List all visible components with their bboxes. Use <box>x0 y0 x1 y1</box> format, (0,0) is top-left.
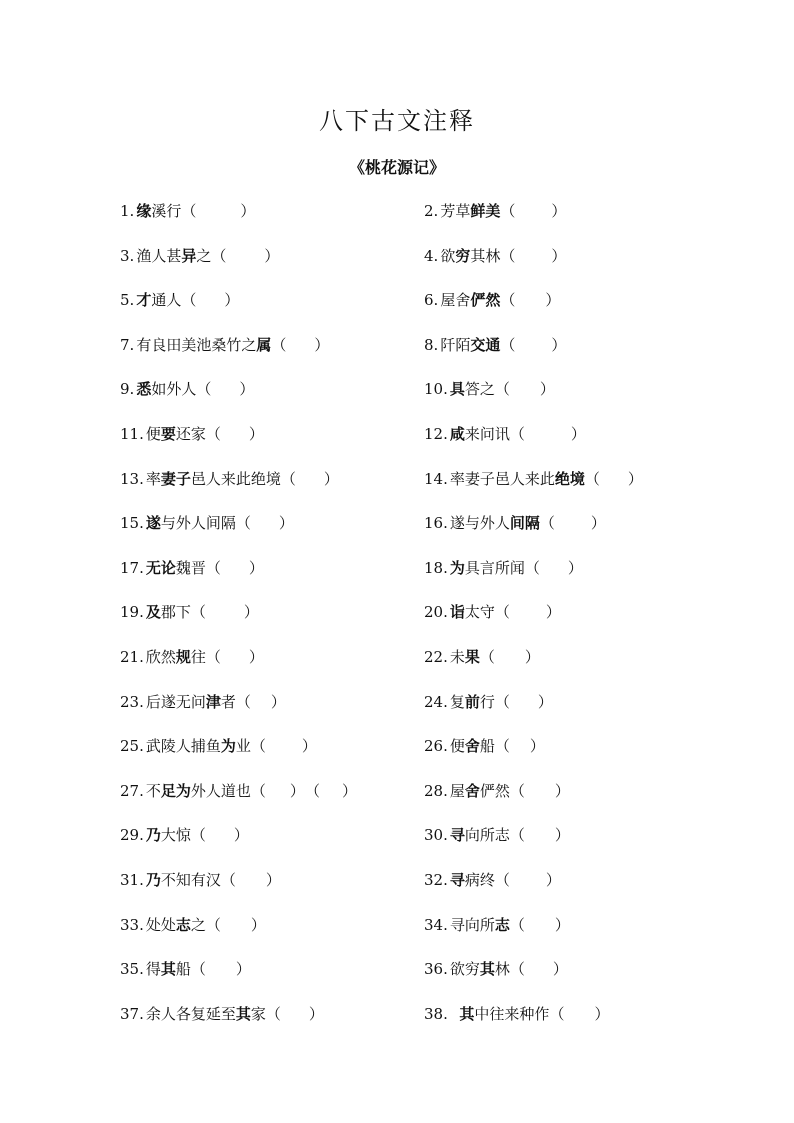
exercise-item <box>424 468 643 490</box>
sentence-text: 后遂无问 <box>145 692 206 711</box>
exercise-item <box>120 423 264 445</box>
item-number: 7. <box>120 335 135 354</box>
exercise-item <box>120 691 286 713</box>
exercise-row <box>0 958 794 1003</box>
sentence-text: 具言所闻 <box>464 558 525 577</box>
exercise-item <box>120 601 259 623</box>
key-word: 无论 <box>145 558 176 577</box>
exercise-item <box>424 245 566 267</box>
answer-blank-open: （ <box>500 202 516 220</box>
item-number: 20. <box>424 603 448 622</box>
exercise-item <box>120 780 357 802</box>
item-number: 5. <box>120 291 135 310</box>
answer-blank-close: ） <box>551 246 567 265</box>
exercise-item <box>120 289 239 311</box>
sentence-text: 之 <box>190 915 206 934</box>
sentence-text: 渔人甚 <box>136 246 182 265</box>
sentence-text: 来问讯 <box>464 424 510 443</box>
sentence-text: 林 <box>494 960 510 979</box>
sentence-text: 答之 <box>464 380 495 399</box>
item-number: 24. <box>424 692 448 711</box>
exercise-item <box>424 512 606 534</box>
exercise-item <box>120 646 264 668</box>
sentence-text: 与外人间隔 <box>160 514 236 533</box>
item-number: 13. <box>120 469 144 488</box>
answer-blank-open: （ <box>271 335 287 354</box>
exercise-row <box>0 512 794 557</box>
answer-blank-open: （ <box>479 647 495 666</box>
item-number: 21. <box>120 647 144 666</box>
answer-blank-open: （ <box>549 1004 565 1023</box>
key-word: 为 <box>220 737 236 756</box>
sentence-text: 不 <box>145 781 161 800</box>
key-word: 才 <box>136 291 152 310</box>
answer-blank-close: ） <box>265 870 281 889</box>
key-word: 其 <box>459 1004 475 1023</box>
item-number: 17. <box>120 558 144 577</box>
answer-blank-open: （ <box>494 380 510 399</box>
exercise-item <box>424 914 570 936</box>
item-number: 16. <box>424 514 448 533</box>
exercise-item <box>424 378 555 400</box>
exercise-item <box>120 200 255 222</box>
answer-blank-open: （ <box>539 514 555 533</box>
answer-blank-close: ） <box>314 335 330 354</box>
exercise-row <box>0 200 794 245</box>
key-word: 异 <box>181 246 197 265</box>
exercise-item <box>120 512 294 534</box>
answer-blank-close: ） <box>627 469 643 488</box>
exercise-item <box>424 780 570 802</box>
sentence-text: 欣然 <box>145 647 176 666</box>
exercise-row <box>0 245 794 290</box>
answer-blank-open: （ <box>494 737 510 756</box>
item-number: 33. <box>120 915 144 934</box>
sentence-text <box>450 1005 460 1023</box>
answer-blank-close: ） <box>590 514 606 533</box>
sentence-text: 寻向所 <box>449 915 495 934</box>
answer-blank-open: （ <box>205 915 221 934</box>
answer-blank-open: （ <box>190 960 206 979</box>
sentence-text: 向所志 <box>464 826 510 845</box>
answer-blank-open: （ <box>584 469 600 488</box>
exercise-item <box>424 289 560 311</box>
sentence-text: 业 <box>235 737 251 756</box>
answer-blank-close: ） <box>248 558 264 577</box>
sentence-text: 郡下 <box>160 603 191 622</box>
key-word: 足为 <box>160 781 191 800</box>
answer-blank-close: ） <box>248 647 264 666</box>
item-number: 31. <box>120 870 144 889</box>
item-number: 18. <box>424 558 448 577</box>
exercise-item <box>120 557 264 579</box>
key-word: 穷 <box>455 246 471 265</box>
key-word: 志 <box>175 915 191 934</box>
exercise-item <box>120 378 254 400</box>
item-number: 11. <box>120 424 144 443</box>
key-word: 其 <box>479 960 495 979</box>
answer-blank-open: （ <box>181 202 197 220</box>
answer-blank-open: （ <box>509 826 525 845</box>
item-number: 28. <box>424 781 448 800</box>
item-number: 38. <box>424 1004 448 1023</box>
sentence-text: 者 <box>220 692 236 711</box>
item-number: 2. <box>424 202 439 220</box>
answer-blank-close: ） <box>551 335 567 354</box>
item-number: 1. <box>120 202 135 220</box>
answer-blank-close: ） <box>554 915 570 934</box>
item-number: 4. <box>424 246 439 265</box>
sentence-text: 遂与外人 <box>449 514 510 533</box>
answer-blank-close: ） <box>570 424 586 443</box>
sentence-text: 船 <box>479 737 495 756</box>
key-word: 属 <box>256 335 272 354</box>
sentence-text: 船 <box>175 960 191 979</box>
sentence-text: 之 <box>196 246 212 265</box>
answer-blank-open: （ <box>494 603 510 622</box>
exercise-item <box>424 557 583 579</box>
key-word: 缘 <box>136 202 152 220</box>
answer-blank-close: ） <box>551 202 567 220</box>
answer-blank-close: ） <box>278 514 294 533</box>
key-word: 舍 <box>464 781 480 800</box>
answer-blank-close: ） <box>545 870 561 889</box>
key-word: 具 <box>449 380 465 399</box>
answer-blank-open: （ <box>205 647 221 666</box>
exercise-item <box>424 423 586 445</box>
sentence-text: 率 <box>145 469 161 488</box>
exercise-item <box>120 914 266 936</box>
key-word: 志 <box>494 915 510 934</box>
sentence-text: 便 <box>449 737 465 756</box>
sentence-text: 屋 <box>449 781 465 800</box>
answer-blank-close: ） <box>224 291 240 310</box>
key-word: 交通 <box>470 335 501 354</box>
answer-blank-close: ） <box>529 737 545 756</box>
sentence-text: 病终 <box>464 870 495 889</box>
exercise-row <box>0 780 794 825</box>
sentence-text: 复 <box>449 692 465 711</box>
exercise-row <box>0 289 794 334</box>
item-number: 23. <box>120 692 144 711</box>
answer-blank-close: ） <box>594 1004 610 1023</box>
answer-blank-close: ） <box>301 737 317 756</box>
sentence-text: 处处 <box>145 915 176 934</box>
answer-blank-open: （ <box>235 514 251 533</box>
exercise-item <box>120 958 251 980</box>
key-word: 舍 <box>464 737 480 756</box>
item-number: 3. <box>120 246 135 265</box>
exercise-item <box>120 735 317 757</box>
exercise-item <box>424 601 561 623</box>
answer-blank-close: ） <box>545 291 561 310</box>
answer-blank-open: （ <box>500 335 516 354</box>
exercise-item <box>120 824 249 846</box>
key-word: 俨然 <box>470 291 501 310</box>
key-word: 前 <box>464 692 480 711</box>
key-word: 津 <box>205 692 221 711</box>
answer-blank-close: ） <box>323 469 339 488</box>
exercise-item <box>424 958 568 980</box>
answer-blank-close: ） <box>308 1004 324 1023</box>
answer-blank-close: ） <box>264 246 280 265</box>
answer-blank-open: （ <box>304 781 320 800</box>
exercise-row <box>0 646 794 691</box>
item-number: 22. <box>424 647 448 666</box>
item-number: 15. <box>120 514 144 533</box>
key-word: 寻 <box>449 870 465 889</box>
exercise-item <box>120 869 281 891</box>
key-word: 及 <box>145 603 161 622</box>
exercise-row <box>0 869 794 914</box>
item-number: 29. <box>120 826 144 845</box>
sentence-text: 魏晋 <box>175 558 206 577</box>
sentence-text: 中往来种作 <box>474 1004 550 1023</box>
exercise-row <box>0 423 794 468</box>
item-number: 10. <box>424 380 448 399</box>
exercise-item <box>120 468 339 490</box>
item-number: 19. <box>120 603 144 622</box>
sentence-text: 大惊 <box>160 826 191 845</box>
exercise-item <box>120 1003 324 1025</box>
answer-blank-open: （ <box>265 1004 281 1023</box>
sentence-text: 俨然 <box>479 781 510 800</box>
exercise-item <box>120 334 329 356</box>
answer-blank-open: （ <box>235 692 251 711</box>
exercise-row <box>0 557 794 602</box>
answer-blank-open: （ <box>509 960 525 979</box>
item-number: 35. <box>120 960 144 979</box>
key-word: 为 <box>449 558 465 577</box>
exercise-row <box>0 1003 794 1048</box>
answer-blank-open: （ <box>509 424 525 443</box>
sentence-text: 邑人来此绝境 <box>190 469 281 488</box>
answer-blank-open: （ <box>509 915 525 934</box>
exercise-row <box>0 914 794 959</box>
key-word: 咸 <box>449 424 465 443</box>
sentence-text: 便 <box>145 424 161 443</box>
key-word: 寻 <box>449 826 465 845</box>
answer-blank-open: （ <box>220 870 236 889</box>
item-number: 37. <box>120 1004 144 1023</box>
answer-blank-open: （ <box>280 469 296 488</box>
answer-blank-close: ） <box>240 202 256 220</box>
key-word: 悉 <box>136 380 152 399</box>
key-word: 鲜美 <box>470 202 501 220</box>
answer-blank-close: ） <box>537 692 553 711</box>
exercise-row <box>0 735 794 780</box>
exercise-row <box>0 691 794 736</box>
exercise-item <box>424 1003 609 1025</box>
exercise-row <box>0 378 794 423</box>
answer-blank-open: （ <box>190 603 206 622</box>
sentence-text: 武陵人捕鱼 <box>145 737 221 756</box>
sentence-text: 阡陌 <box>440 335 471 354</box>
sentence-text: 太守 <box>464 603 495 622</box>
item-number: 6. <box>424 291 439 310</box>
answer-blank-close: ） <box>239 380 255 399</box>
key-word: 妻子 <box>160 469 191 488</box>
sentence-text: 行 <box>479 692 495 711</box>
answer-blank-close: ） <box>552 960 568 979</box>
item-number: 36. <box>424 960 448 979</box>
answer-blank-open: （ <box>500 246 516 265</box>
key-word: 要 <box>160 424 176 443</box>
item-number: 12. <box>424 424 448 443</box>
answer-blank-open: （ <box>196 380 212 399</box>
item-number: 9. <box>120 380 135 399</box>
key-word: 其 <box>160 960 176 979</box>
sentence-text: 有良田美池桑竹之 <box>136 335 257 354</box>
exercise-row <box>0 824 794 869</box>
sentence-text: 家 <box>250 1004 266 1023</box>
answer-blank-close: ） <box>248 424 264 443</box>
sentence-text: 还家 <box>175 424 206 443</box>
answer-blank-open: （ <box>494 692 510 711</box>
answer-blank-close: ） <box>545 603 561 622</box>
sentence-text: 芳草 <box>440 202 471 220</box>
item-number: 32. <box>424 870 448 889</box>
answer-blank-open: （ <box>205 558 221 577</box>
answer-blank-close: ） <box>270 692 286 711</box>
answer-blank-close: ） <box>235 960 251 979</box>
key-word: 绝境 <box>554 469 585 488</box>
item-number: 26. <box>424 737 448 756</box>
item-number: 14. <box>424 469 448 488</box>
item-number: 30. <box>424 826 448 845</box>
sentence-text: 溪行 <box>151 202 182 220</box>
item-number: 25. <box>120 737 144 756</box>
sentence-text: 不知有汉 <box>160 870 221 889</box>
answer-blank-close: ） <box>289 781 305 800</box>
exercise-list <box>0 200 794 1047</box>
sentence-text: 往 <box>190 647 206 666</box>
answer-blank-close: ） <box>539 380 555 399</box>
answer-blank-open: （ <box>500 291 516 310</box>
answer-blank-open: （ <box>190 826 206 845</box>
answer-blank-close: ） <box>567 558 583 577</box>
item-number: 34. <box>424 915 448 934</box>
exercise-item <box>424 646 540 668</box>
sentence-text: 未 <box>449 647 465 666</box>
answer-blank-close: ） <box>233 826 249 845</box>
key-word: 诣 <box>449 603 465 622</box>
answer-blank-close: ） <box>243 603 259 622</box>
exercise-item <box>424 869 561 891</box>
sentence-text: 率妻子邑人来此 <box>449 469 555 488</box>
answer-blank-open: （ <box>494 870 510 889</box>
answer-blank-open: （ <box>250 737 266 756</box>
sentence-text: 屋舍 <box>440 291 471 310</box>
answer-blank-open: （ <box>250 781 266 800</box>
item-number: 8. <box>424 335 439 354</box>
exercise-item <box>424 824 570 846</box>
answer-blank-close: ） <box>554 826 570 845</box>
answer-blank-close: ） <box>554 781 570 800</box>
answer-blank-open: （ <box>181 291 197 310</box>
sentence-text: 其林 <box>470 246 501 265</box>
key-word: 规 <box>175 647 191 666</box>
answer-blank-open: （ <box>211 246 227 265</box>
exercise-row <box>0 468 794 513</box>
sentence-text: 欲穷 <box>449 960 480 979</box>
answer-blank-close: ） <box>524 647 540 666</box>
sentence-text: 外人道也 <box>190 781 251 800</box>
page-title: 八下古文注释 <box>319 107 475 135</box>
item-number: 27. <box>120 781 144 800</box>
exercise-row <box>0 334 794 379</box>
key-word: 乃 <box>145 870 161 889</box>
exercise-item <box>424 691 553 713</box>
exercise-item <box>120 245 279 267</box>
sentence-text: 欲 <box>440 246 456 265</box>
answer-blank-open: （ <box>509 781 525 800</box>
answer-blank-close: ） <box>341 781 357 800</box>
answer-blank-open: （ <box>205 424 221 443</box>
sentence-text: 如外人 <box>151 380 197 399</box>
answer-blank-open: （ <box>524 558 540 577</box>
key-word: 乃 <box>145 826 161 845</box>
exercise-item <box>424 735 545 757</box>
exercise-item <box>424 200 566 222</box>
key-word: 其 <box>235 1004 251 1023</box>
key-word: 果 <box>464 647 480 666</box>
exercise-row <box>0 601 794 646</box>
sentence-text: 得 <box>145 960 161 979</box>
section-subtitle: 《桃花源记》 <box>348 158 445 177</box>
key-word: 遂 <box>145 514 161 533</box>
sentence-text: 余人各复延至 <box>145 1004 236 1023</box>
answer-blank-close: ） <box>250 915 266 934</box>
key-word: 间隔 <box>509 514 540 533</box>
sentence-text: 通人 <box>151 291 182 310</box>
exercise-item <box>424 334 566 356</box>
